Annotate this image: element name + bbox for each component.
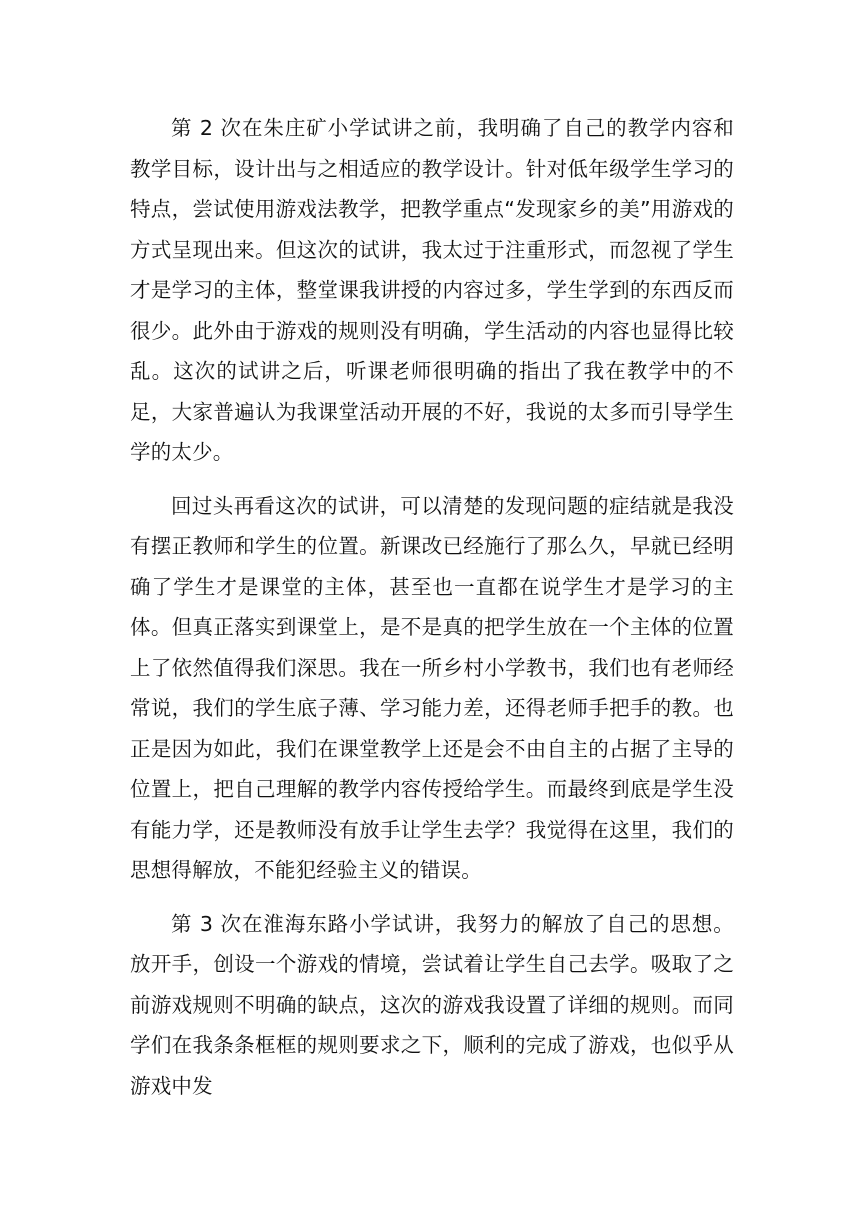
document-body xyxy=(130,108,734,1119)
paragraph-1: 第 2 次在朱庄矿小学试讲之前，我明确了自己的教学内容和教学目标，设计出与之相适应的教学设计。针对低年级学生学习的特点，尝试使用游戏法教学，把教学重点“发现家乡的美”用游戏的方式呈现出来。但这次的试讲，我太过于注重形式，而忽视了学生才是学习的主体，整堂课我讲授的内容过多，学生学到的东西反而很少。此外由于游戏的规则没有明确，学生活动的内容也显得比较乱。这次的试讲之后，听课老师很明确的指出了我在教学中的不足，大家普遍认为我课堂活动开展的不好，我说的太多而引导学生学的太少。 xyxy=(130,116,734,464)
paragraph-2: 回过头再看这次的试讲，可以清楚的发现问题的症结就是我没有摆正教师和学生的位置。新课改已经施行了那么久，早就已经明确了学生才是课堂的主体，甚至也一直都在说学生才是学习的主体。但真正落实到课堂上，是不是真的把学生放在一个主体的位置上了依然值得我们深思。我在一所乡村小学教书，我们也有老师经常说，我们的学生底子薄、学习能力差，还得老师手把手的教。也正是因为如此，我们在课堂教学上还是会不由自主的占据了主导的位置上，把自己理解的教学内容传授给学生。而最终到底是学生没有能力学，还是教师没有放手让学生去学？我觉得在这里，我们的思想得解放，不能犯经验主义的错误。 xyxy=(130,493,734,882)
paragraph-3: 第 3 次在淮海东路小学试讲，我努力的解放了自己的思想。放开手，创设一个游戏的情境，尝试着让学生自己去学。吸取了之前游戏规则不明确的缺点，这次的游戏我设置了详细的规则。而同学们在我条条框框的规则要求之下，顺利的完成了游戏，也似乎从游戏中发 xyxy=(130,911,734,1098)
